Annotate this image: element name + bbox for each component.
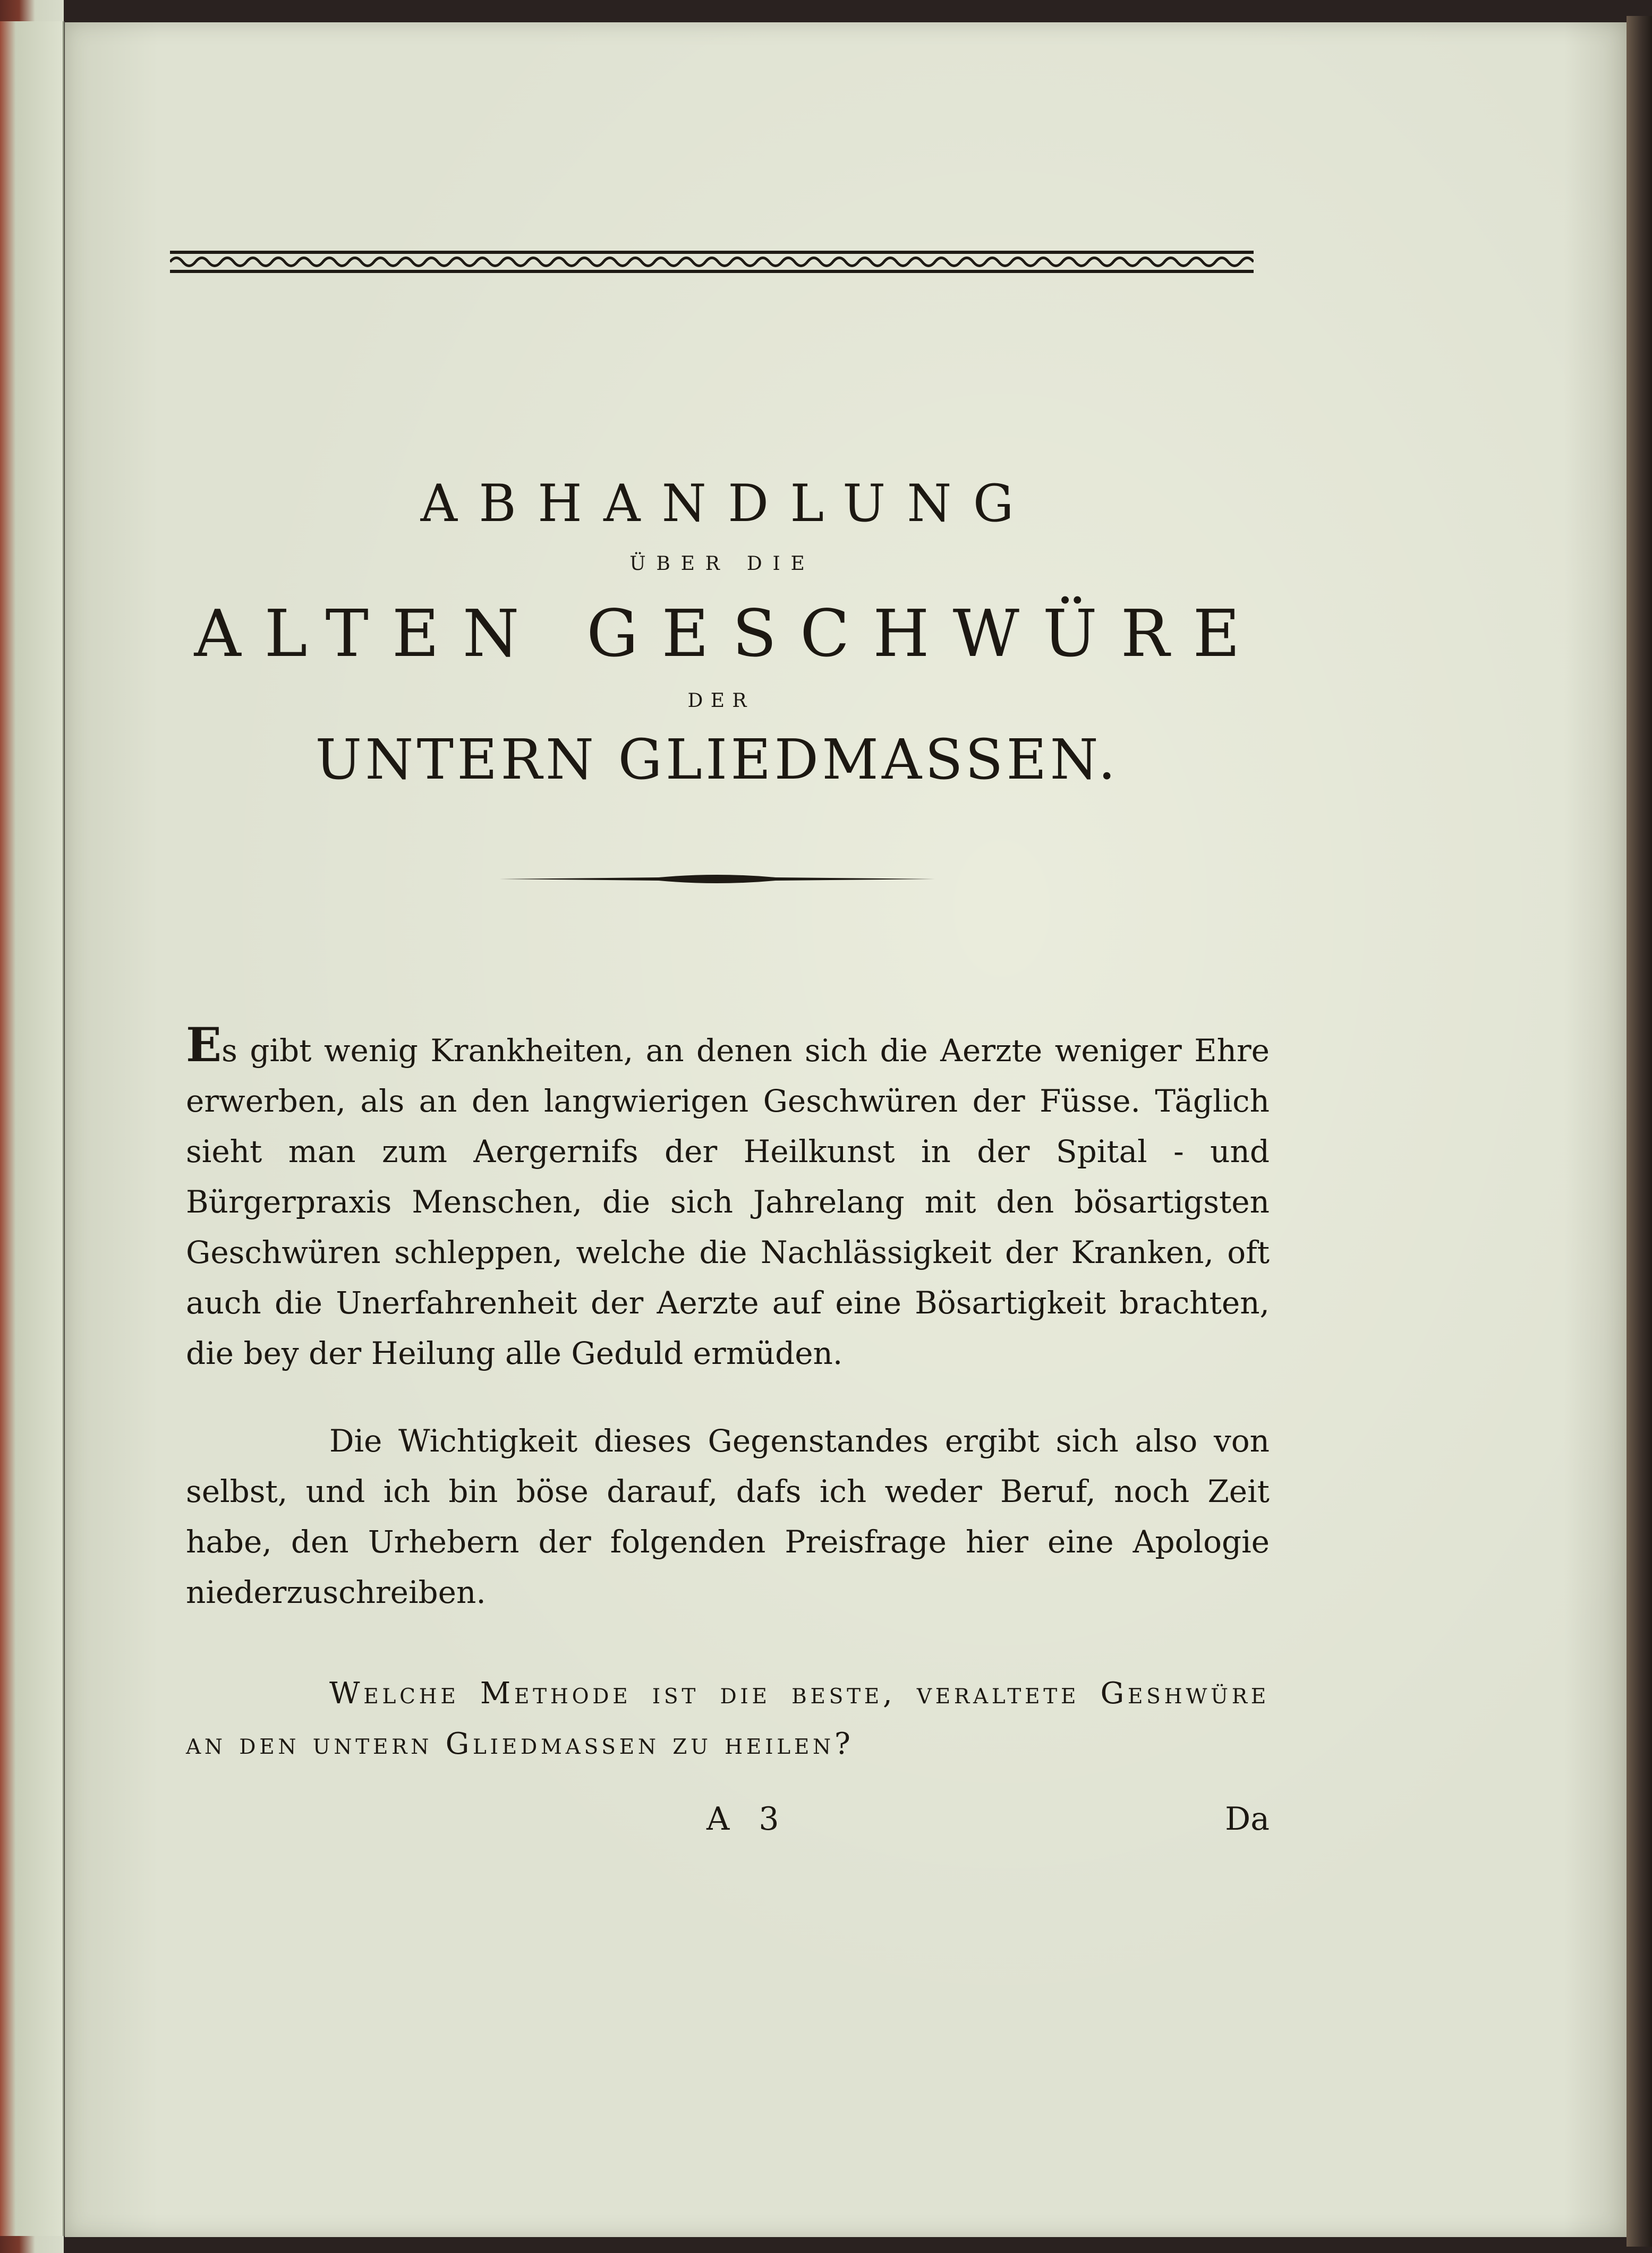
title-ueber-die: ÜBER DIE (629, 553, 815, 575)
title-divider-rule (499, 871, 935, 887)
title-abhandlung: ABHANDLUNG (420, 474, 1035, 533)
paragraph-2: Die Wichtigkeit dieses Gegenstandes ergibt sich also von selbst, und ich bin böse darauf, dafs ich weder Beruf, noch Zeit habe, den Urhebern der folgenden Preisfrage hier eine Apologie niederzuschreiben. (186, 1423, 1270, 1610)
paragraph-1: Es gibt wenig Krankheiten, an denen sich die Aerzte weniger Ehre erwerben, als an den langwierigen Geschwüren der Füsse. Täglich sieht man zum Aergernifs der Heilkunst in der Spital - und Bürgerpraxis Menschen, die sich Jahrelang mit den bösartigsten Geschwüren schleppen, welche die Nachlässigkeit der Kranken, oft auch die Unerfahrenheit der Aerzte auf eine Bösartigkeit brachten, die bey der Heilung alle Geduld ermüden. (186, 1017, 1270, 1371)
page-right-edge (1627, 16, 1652, 2247)
previous-page-edge (0, 21, 64, 2236)
page-footer (186, 1800, 1270, 1843)
signature-mark: A 3 (706, 1800, 789, 1838)
body-text (186, 1017, 1270, 1769)
title-untern-gliedmassen: UNTERN GLIEDMASSEN. (315, 727, 1119, 792)
title-der: DER (687, 690, 754, 712)
title-alten-geschwuere: ALTEN GESCHWÜRE (194, 596, 1264, 671)
title-block (159, 474, 1275, 792)
prize-question: Welche Methode ist die beste, veraltete Geshwüre an den untern Gliedmassen zu heilen? (186, 1676, 1270, 1761)
ornamental-header-rule (170, 249, 1254, 275)
catchword: Da (1225, 1800, 1270, 1838)
